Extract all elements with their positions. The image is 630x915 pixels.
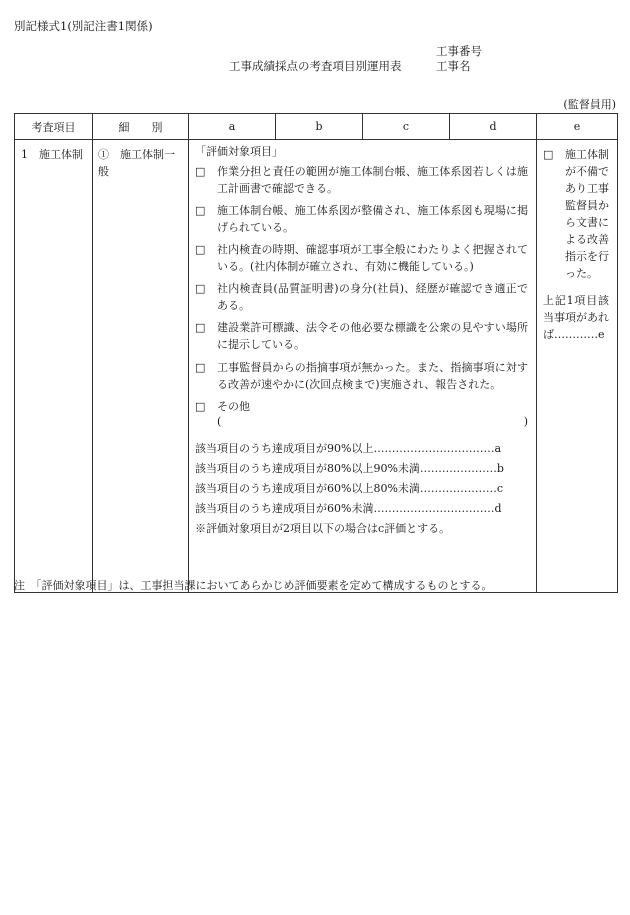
- evaluation-table: [14, 113, 618, 593]
- checkbox-icon: □: [195, 204, 206, 218]
- criteria-text: 建設業許可標識、法令その他必要な標識を公衆の見やすい場所に提示している。: [217, 321, 528, 352]
- audience-label: (監督員用): [563, 98, 616, 111]
- criteria-text: 工事監督員からの指摘事項が無かった。また、指摘事項に対する改善が速やかに(次回点検まで)実施され、報告された。: [217, 360, 528, 391]
- column-header-c: c: [363, 114, 450, 140]
- checkbox-icon: □: [195, 282, 206, 296]
- work-name-label: 工事名: [436, 59, 471, 73]
- criteria-item: [195, 319, 528, 353]
- checkbox-icon: □: [195, 321, 206, 335]
- header-row: [15, 114, 618, 140]
- e-criteria-item: [543, 146, 609, 282]
- column-header-b: b: [276, 114, 363, 140]
- criteria-text: 作業分担と責任の範囲が施工体制台帳、施工体系図若しくは施工計画書で確認できる。: [217, 165, 528, 196]
- criteria-text: 施工体制台帳、施工体系図が整備され、施工体系図も現場に掲げられている。: [217, 204, 528, 235]
- checkbox-icon: □: [195, 399, 206, 413]
- checkbox-icon: □: [195, 165, 206, 179]
- grade-line-a: 該当項目のうち達成項目が90%以上……………………………a: [195, 441, 502, 455]
- table-row: [15, 140, 618, 593]
- grade-line-b: 該当項目のうち達成項目が80%以上90%未満…………………b: [195, 461, 504, 475]
- column-header-d: d: [450, 114, 537, 140]
- document-title: 工事成績採点の考査項目別運用表: [229, 59, 402, 73]
- criteria-text: その他: [217, 399, 250, 413]
- grade-note: ※評価対象項目が2項目以下の場合はc評価とする。: [195, 521, 451, 535]
- grade-line-c: 該当項目のうち達成項目が60%以上80%未満…………………c: [195, 481, 504, 495]
- other-close-paren: ): [523, 414, 528, 428]
- criteria-item: [195, 202, 528, 236]
- criteria-item: [195, 359, 528, 393]
- e-criteria-text: 施工体制が不備であり工事監督員から文書による改善指示を行った。: [565, 148, 609, 281]
- column-header-subitem: 細 別: [93, 114, 189, 140]
- other-open-paren: (: [217, 414, 222, 428]
- criteria-item: [195, 241, 528, 275]
- criteria-item: [195, 280, 528, 314]
- e-criteria-cell: [537, 140, 618, 593]
- subitem-cell: ① 施工体制一般: [93, 140, 189, 593]
- item-cell: 1 施工体制: [15, 140, 93, 593]
- criteria-item: [195, 163, 528, 197]
- column-header-e: e: [537, 114, 618, 140]
- criteria-heading: 「評価対象項目」: [195, 145, 283, 158]
- column-header-item: 考査項目: [15, 114, 93, 140]
- column-header-a: a: [189, 114, 276, 140]
- checkbox-icon: □: [195, 360, 206, 374]
- grade-line-d: 該当項目のうち達成項目が60%未満……………………………d: [195, 501, 502, 515]
- e-condition: 上記1項目該当事項があれば…………e: [543, 294, 609, 342]
- checkbox-icon: □: [195, 243, 206, 257]
- other-blank: [195, 413, 528, 430]
- criteria-text: 社内検査の時期、確認事項が工事全般にわたりよく把握されている。(社内体制が確立され、有効に機能している。): [217, 243, 528, 274]
- criteria-cell: [189, 140, 537, 593]
- footnote: 注 「評価対象項目」は、工事担当課においてあらかじめ評価要素を定めて構成するものとする。: [14, 579, 493, 592]
- criteria-text: 社内検査員(品質証明書)の身分(社員)、経歴が確認でき適正である。: [217, 282, 528, 313]
- checkbox-icon: □: [543, 148, 554, 161]
- work-number-label: 工事番号: [436, 44, 482, 58]
- form-label: 別記様式1(別記注書1関係): [14, 19, 153, 33]
